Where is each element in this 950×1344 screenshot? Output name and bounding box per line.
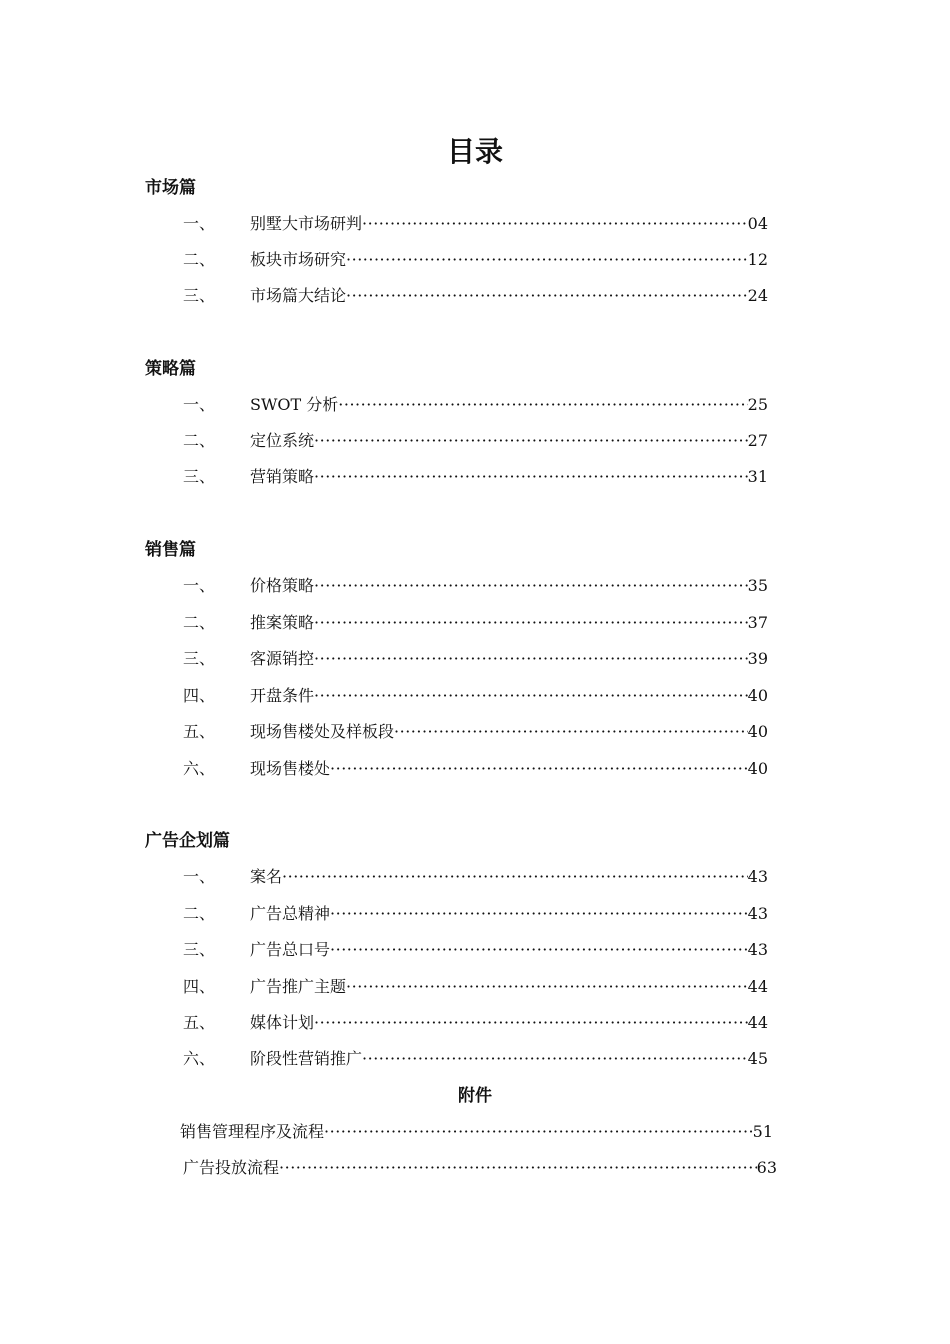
entry-page-number: 25 xyxy=(747,395,768,414)
entry-label: 定位系统 xyxy=(250,431,315,450)
entry-page-number: 51 xyxy=(752,1122,773,1141)
entry-page-number: 24 xyxy=(747,286,768,305)
entry-number: 五、 xyxy=(183,1013,216,1032)
toc-entry[interactable] xyxy=(183,974,768,1000)
entry-number: 三、 xyxy=(183,649,216,668)
dot-leader xyxy=(330,756,748,782)
toc-entry[interactable] xyxy=(183,464,768,490)
dot-leader xyxy=(314,573,748,599)
entry-number: 二、 xyxy=(183,613,216,632)
entry-number: 四、 xyxy=(183,977,216,996)
entry-label: 推案策略 xyxy=(250,613,315,632)
entry-number: 一、 xyxy=(183,576,216,595)
dot-leader xyxy=(346,283,748,309)
dot-leader xyxy=(314,610,748,636)
entry-page-number: 37 xyxy=(747,613,768,632)
dot-leader xyxy=(279,1155,757,1181)
dot-leader xyxy=(314,683,748,709)
toc-entry[interactable] xyxy=(183,901,768,927)
toc-entry[interactable] xyxy=(183,1010,768,1036)
entry-page-number: 12 xyxy=(747,250,768,269)
entry-number: 二、 xyxy=(183,250,216,269)
entry-number: 三、 xyxy=(183,940,216,959)
entry-number: 四、 xyxy=(183,686,216,705)
toc-entry[interactable] xyxy=(183,683,768,709)
section-heading-advertising: 广告企划篇 xyxy=(145,831,230,851)
entry-number: 一、 xyxy=(183,867,216,886)
appendix-entry[interactable] xyxy=(180,1119,773,1145)
toc-entry[interactable] xyxy=(183,211,768,237)
entry-page-number: 44 xyxy=(747,977,768,996)
entry-page-number: 45 xyxy=(747,1049,768,1068)
entry-number: 六、 xyxy=(183,1049,216,1068)
entry-page-number: 04 xyxy=(747,214,768,233)
dot-leader xyxy=(346,974,748,1000)
entry-label: 广告推广主题 xyxy=(250,977,347,996)
entry-page-number: 44 xyxy=(747,1013,768,1032)
entry-label: 板块市场研究 xyxy=(250,250,347,269)
entry-label: 市场篇大结论 xyxy=(250,286,347,305)
entry-page-number: 63 xyxy=(756,1158,777,1177)
entry-label: 案名 xyxy=(250,867,283,886)
dot-leader xyxy=(346,247,748,273)
dot-leader xyxy=(314,464,748,490)
entry-page-number: 40 xyxy=(747,722,768,741)
entry-label: 广告投放流程 xyxy=(183,1158,280,1177)
entry-label: 广告总精神 xyxy=(250,904,331,923)
dot-leader xyxy=(314,428,748,454)
entry-label: 媒体计划 xyxy=(250,1013,315,1032)
entry-label: 价格策略 xyxy=(250,576,315,595)
section-heading-strategy: 策略篇 xyxy=(145,359,196,379)
dot-leader xyxy=(338,392,747,418)
toc-entry[interactable] xyxy=(183,573,768,599)
entry-number: 六、 xyxy=(183,759,216,778)
dot-leader xyxy=(330,937,748,963)
entry-label: 广告总口号 xyxy=(250,940,331,959)
appendix-entry[interactable] xyxy=(183,1155,777,1181)
entry-label: 营销策略 xyxy=(250,467,315,486)
entry-page-number: 43 xyxy=(747,867,768,886)
entry-page-number: 43 xyxy=(747,940,768,959)
entry-page-number: 40 xyxy=(747,686,768,705)
entry-label: 客源销控 xyxy=(250,649,315,668)
toc-entry[interactable] xyxy=(183,646,768,672)
toc-entry[interactable] xyxy=(183,392,768,418)
entry-label: 销售管理程序及流程 xyxy=(180,1122,325,1141)
entry-number: 五、 xyxy=(183,722,216,741)
entry-page-number: 39 xyxy=(747,649,768,668)
toc-entry[interactable] xyxy=(183,1046,768,1072)
entry-label: 现场售楼处及样板段 xyxy=(250,722,395,741)
toc-entry[interactable] xyxy=(183,756,768,782)
entry-label: 开盘条件 xyxy=(250,686,315,705)
entry-label: 阶段性营销推广 xyxy=(250,1049,363,1068)
entry-page-number: 43 xyxy=(747,904,768,923)
entry-label: SWOT 分析 xyxy=(250,395,339,414)
page-title: 目录 xyxy=(446,135,503,168)
dot-leader xyxy=(324,1119,753,1145)
entry-label: 现场售楼处 xyxy=(250,759,331,778)
dot-leader xyxy=(282,864,748,890)
section-heading-sales: 销售篇 xyxy=(145,540,196,560)
toc-entry[interactable] xyxy=(183,719,768,745)
entry-number: 二、 xyxy=(183,431,216,450)
entry-number: 二、 xyxy=(183,904,216,923)
entry-label: 别墅大市场研判 xyxy=(250,214,363,233)
toc-entry[interactable] xyxy=(183,937,768,963)
appendix-heading: 附件 xyxy=(458,1086,492,1106)
entry-number: 三、 xyxy=(183,467,216,486)
entry-number: 一、 xyxy=(183,395,216,414)
entry-page-number: 35 xyxy=(747,576,768,595)
toc-entry[interactable] xyxy=(183,428,768,454)
toc-entry[interactable] xyxy=(183,864,768,890)
toc-entry[interactable] xyxy=(183,283,768,309)
toc-entry[interactable] xyxy=(183,610,768,636)
dot-leader xyxy=(362,1046,748,1072)
entry-number: 一、 xyxy=(183,214,216,233)
dot-leader xyxy=(330,901,748,927)
toc-entry[interactable] xyxy=(183,247,768,273)
entry-page-number: 31 xyxy=(747,467,768,486)
entry-number: 三、 xyxy=(183,286,216,305)
dot-leader xyxy=(362,211,748,237)
dot-leader xyxy=(394,719,748,745)
entry-page-number: 40 xyxy=(747,759,768,778)
dot-leader xyxy=(314,646,748,672)
entry-page-number: 27 xyxy=(747,431,768,450)
dot-leader xyxy=(314,1010,748,1036)
section-heading-market: 市场篇 xyxy=(145,178,196,198)
